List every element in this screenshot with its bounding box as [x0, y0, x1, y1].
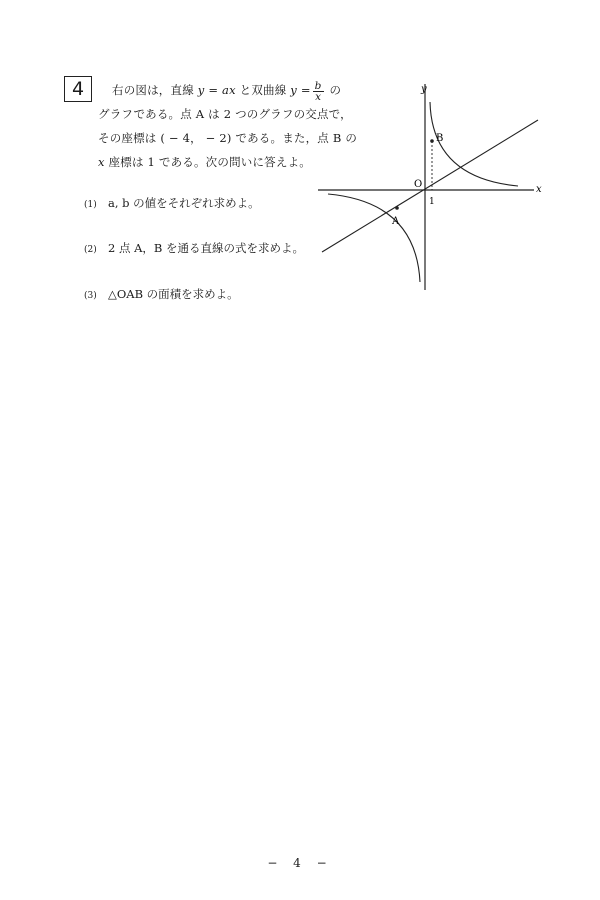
y-axis-label: y — [421, 84, 427, 95]
intro-line-1 — [98, 78, 348, 102]
question-number: (1) — [84, 200, 97, 210]
problem-number-box: 4 — [64, 76, 92, 102]
question-3 — [84, 286, 239, 302]
point-a-dot — [395, 206, 399, 210]
question-number: (2) — [84, 245, 97, 255]
straight-line-y-ax — [322, 120, 538, 252]
point-b-label: B — [436, 133, 444, 144]
x-axis-label: x — [536, 184, 542, 195]
fraction-denominator: x — [315, 90, 322, 103]
point-a-label: A — [392, 216, 400, 227]
intro-var-x: x — [98, 155, 105, 169]
hyperbola-branch-q1 — [430, 102, 518, 186]
question-text: a, b の値をそれぞれ求めよ。 — [108, 196, 260, 210]
intro-text-4: 座標は 1 である。次の問いに答えよ。 — [104, 155, 311, 169]
intro-text-1c: の — [325, 83, 342, 97]
hyperbola-branch-q3 — [328, 194, 420, 282]
graph-figure — [318, 78, 550, 292]
fraction-numerator: b — [314, 79, 322, 92]
hyperbola-equation-lhs: y = — [290, 83, 311, 97]
intro-text-1a: 右の図は，直線 — [112, 83, 198, 97]
intro-line-4 — [98, 150, 348, 174]
question-text: △OAB の面積を求めよ。 — [108, 287, 239, 301]
page-number: − 4 − — [267, 856, 333, 870]
intro-text-1b: と双曲線 — [235, 83, 291, 97]
origin-label: O — [414, 179, 423, 190]
intro-line-3: その座標は ( − 4， − 2) である。また，点 B の — [98, 131, 358, 145]
question-text: 2 点 A，B を通る直線の式を求めよ。 — [108, 241, 305, 255]
question-1 — [84, 195, 260, 211]
intro-line-2: グラフである。点 A は 2 つのグラフの交点で， — [98, 107, 352, 121]
point-b-dot — [430, 139, 434, 143]
question-number: (3) — [84, 291, 97, 301]
line-equation: y = ax — [197, 83, 236, 97]
question-2 — [84, 240, 304, 256]
problem-intro — [98, 78, 358, 174]
tick-1-label: 1 — [429, 197, 435, 207]
